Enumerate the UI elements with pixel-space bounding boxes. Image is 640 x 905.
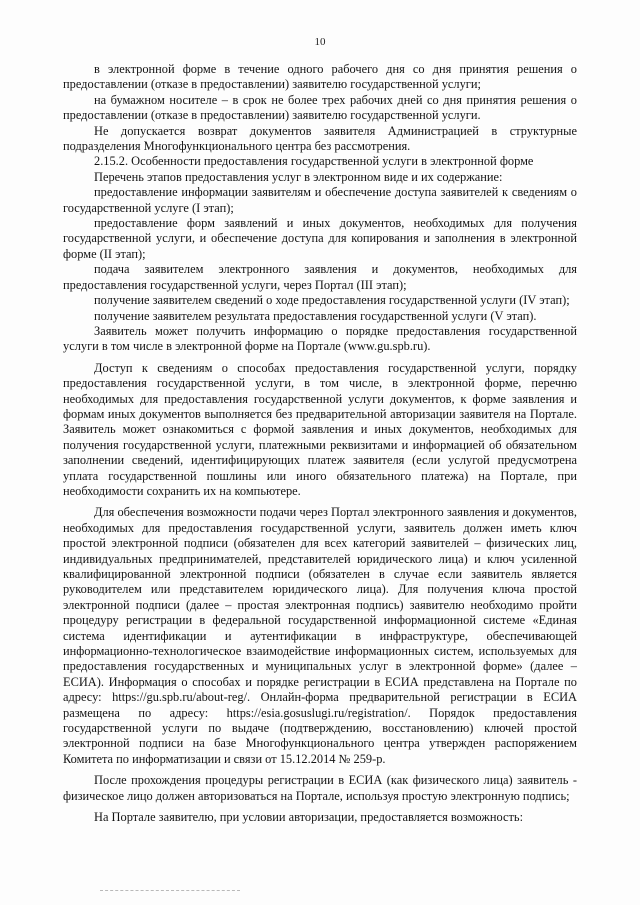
section-heading: 2.15.2. Особенности предоставления государственной услуги в электронной форме [94,154,534,169]
paragraph: На Портале заявителю, при условии авторизации, предоставляется возможность: [94,810,524,825]
paragraph: После прохождения процедуры регистрации в ЕСИА (как физического лица) заявитель - физическое лицо должен авторизоваться на Портале, используя простую электронную подпись; [63,773,577,803]
document-body [63,62,577,826]
paragraph: Доступ к сведениям о способах предоставления государственной услуги, порядку предоставления государственной услуги, в том числе, в электронной форме, перечню необходимых для предоставления государственной услуги документов, к форме заявления и формам иных документов выполняется без предварительной авторизации заявителя на Портале. Заявитель может ознакомиться с формой заявления и иных документов, необходимых для получения государственной услуги, платежными реквизитами и информацией об обязательном заполнении сведений, идентифицирующих платеж заявителя (если услугой предусмотрена уплата государственной пошлины или иного обязательного платежа) на Портале, при необходимости сохранить их на компьютере. [63,360,577,498]
paragraph: Для обеспечения возможности подачи через Портал электронного заявления и документов, необходимых для предоставления государственной услуги, заявитель должен иметь ключ простой электронной подписи (обязателен для всех категорий заявителей – физических лиц, индивидуальных предпринимателей, представителей юридического лица) и ключ усиленной квалифицированной электронной подписи (обязателен в случае если заявитель является руководителем или представителем юридического лица). Для получения ключа простой электронной подписи (далее – простая электронная подпись) заявителю необходимо пройти процедуру регистрации в федеральной государственной информационной системе «Единая система идентификации и аутентификации в инфраструктуре, обеспечивающей информационно-технологическое взаимодействие информационных систем, используемых для предоставления государственных и муниципальных услуг в электронной форме» (далее – ЕСИА). Информация о способах и порядке регистрации в ЕСИА представлена на Портале по адресу: https://gu.spb.ru/about-reg/. Онлайн-форма предварительной регистрации в ЕСИА размещена по адресу: https://esia.gosuslugi.ru/registration/. Порядок предоставления государственной услуги по выдаче (подтверждению, восстановлению) ключей простой электронной подписи на базе Многофункционального центра утвержден распоряжением Комитета по информатизации и связи от 15.12.2014 № 259-р. [63,505,577,766]
paragraph: Заявитель может получить информацию о порядке предоставления государственной услуги в том числе в электронной форме на Портале (www.gu.spb.ru). [63,323,577,354]
list-item: предоставление информации заявителям и обеспечение доступа заявителей к сведениям о государственной услуге (I этап); [63,185,577,215]
list-item: получение заявителем сведений о ходе предоставления государственной услуги (IV этап); [94,293,570,308]
paragraph: Перечень этапов предоставления услуг в электронном виде и их содержание: [94,169,503,184]
list-item: предоставление форм заявлений и иных документов, необходимых для получения государственной услуги, и обеспечение доступа для копирования и заполнения в электронной форме (II этап); [63,216,577,261]
list-item: получение заявителем результата предоставления государственной услуги (V этап). [94,308,537,323]
list-item: подача заявителем электронного заявления и документов, необходимых для предоставления государственной услуги, через Портал (III этап); [63,262,577,292]
paragraph: в электронной форме в течение одного рабочего дня со дня принятия решения о предоставлении (отказе в предоставлении) заявителю государственной услуги; [63,62,577,92]
bottom-scan-artifact [100,890,240,891]
paragraph: Не допускается возврат документов заявителя Администрацией в структурные подразделения Многофункционального центра без рассмотрения. [63,123,577,154]
paragraph: на бумажном носителе – в срок не более трех рабочих дней со дня принятия решения о предоставлении (отказе в предоставлении) заявителю государственной услуги. [63,92,577,123]
page-number: 10 [314,36,326,48]
